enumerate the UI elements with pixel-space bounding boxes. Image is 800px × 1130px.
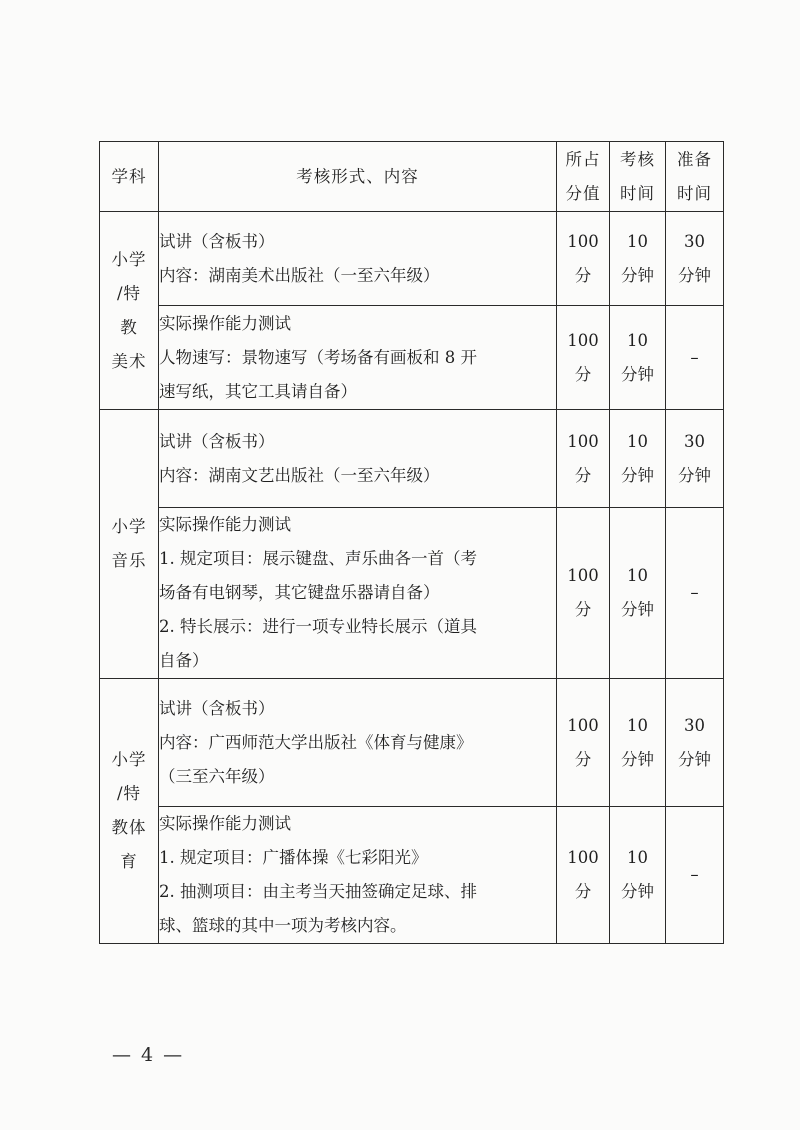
header-exam-time [610, 142, 666, 212]
prep-time-unit: 分钟 [678, 749, 711, 769]
prep-time-cell [666, 679, 724, 807]
content-line: 自备） [159, 651, 209, 670]
header-exam-time-line: 考核 [620, 149, 655, 169]
subject-cell-pe [100, 679, 159, 944]
subject-line: 小学 [111, 517, 147, 536]
table-row [100, 212, 724, 306]
exam-time-cell [610, 410, 666, 508]
prep-time-cell [666, 508, 724, 679]
content-line: 2. 特长展示：进行一项专业特长展示（道具 [159, 617, 477, 636]
subject-line: /特 [116, 784, 142, 803]
prep-time-dash: – [690, 865, 699, 884]
content-line: 1. 规定项目：广播体操《七彩阳光》 [159, 848, 428, 867]
exam-table [99, 141, 724, 944]
page-number: — 4 — [112, 1044, 185, 1066]
content-line: （三至六年级） [159, 766, 275, 786]
content-line: 实际操作能力测试 [159, 313, 291, 333]
content-line: 球、篮球的其中一项为考核内容。 [159, 916, 407, 935]
table-row [100, 410, 724, 508]
exam-time-unit: 分钟 [621, 465, 654, 485]
content-cell [159, 306, 557, 410]
exam-time-unit: 分钟 [621, 882, 654, 901]
score-cell [557, 410, 610, 508]
header-prep-time [666, 142, 724, 212]
exam-time-unit: 分钟 [621, 600, 654, 619]
prep-time-value: 30 [684, 431, 705, 451]
table-row [100, 306, 724, 410]
content-line: 试讲（含板书） [159, 231, 275, 251]
score-unit: 分 [574, 465, 592, 485]
exam-time-value: 10 [627, 848, 648, 867]
score-value: 100 [567, 431, 599, 451]
score-cell [557, 807, 610, 944]
subject-line: 教 [120, 317, 138, 337]
content-line: 场备有电钢琴，其它键盘乐器请自备） [159, 583, 440, 602]
prep-time-dash: – [690, 347, 699, 367]
exam-time-value: 10 [627, 566, 648, 585]
exam-time-cell [610, 508, 666, 679]
exam-time-value: 10 [627, 330, 648, 350]
content-line: 内容：广西师范大学出版社《体育与健康》 [159, 732, 473, 752]
subject-line: 小学 [111, 750, 147, 769]
content-line: 速写纸，其它工具请自备） [159, 381, 357, 401]
subject-line: 音乐 [111, 551, 147, 570]
score-cell [557, 679, 610, 807]
content-line: 内容：湖南文艺出版社（一至六年级） [159, 465, 440, 485]
score-unit: 分 [574, 882, 592, 901]
exam-time-cell [610, 306, 666, 410]
prep-time-cell [666, 410, 724, 508]
exam-time-unit: 分钟 [621, 265, 654, 285]
subject-line: 育 [120, 852, 138, 871]
content-cell [159, 508, 557, 679]
content-line: 内容：湖南美术出版社（一至六年级） [159, 265, 440, 285]
exam-time-unit: 分钟 [621, 749, 654, 769]
content-line: 实际操作能力测试 [159, 515, 291, 534]
score-cell [557, 508, 610, 679]
score-value: 100 [567, 330, 599, 350]
subject-line: 美术 [111, 351, 147, 371]
header-score-line: 所占 [565, 149, 601, 169]
header-exam-time-line: 时间 [620, 183, 655, 203]
score-value: 100 [567, 848, 599, 867]
score-unit: 分 [574, 364, 592, 384]
prep-time-value: 30 [684, 715, 705, 735]
prep-time-unit: 分钟 [678, 465, 711, 485]
score-unit: 分 [574, 265, 592, 285]
subject-line: /特 [116, 283, 142, 303]
exam-time-cell [610, 807, 666, 944]
score-value: 100 [567, 715, 599, 735]
score-unit: 分 [574, 600, 592, 619]
content-line: 2. 抽测项目：由主考当天抽签确定足球、排 [159, 882, 477, 901]
table-row [100, 807, 724, 944]
content-cell [159, 410, 557, 508]
table-row [100, 508, 724, 679]
prep-time-value: 30 [684, 231, 705, 251]
exam-time-value: 10 [627, 715, 648, 735]
subject-cell-music [100, 410, 159, 679]
header-content: 考核形式、内容 [159, 142, 557, 212]
score-value: 100 [567, 566, 599, 585]
prep-time-cell [666, 212, 724, 306]
header-score [557, 142, 610, 212]
content-line: 人物速写：景物速写（考场备有画板和 8 开 [159, 347, 477, 367]
exam-time-cell [610, 212, 666, 306]
exam-time-value: 10 [627, 431, 648, 451]
header-score-line: 分值 [565, 183, 601, 203]
prep-time-cell [666, 306, 724, 410]
exam-time-cell [610, 679, 666, 807]
content-line: 试讲（含板书） [159, 431, 275, 451]
subject-cell-art [100, 212, 159, 410]
score-unit: 分 [574, 749, 592, 769]
header-subject: 学科 [100, 142, 159, 212]
prep-time-cell [666, 807, 724, 944]
content-line: 实际操作能力测试 [159, 814, 291, 833]
subject-line: 教体 [111, 818, 147, 837]
score-value: 100 [567, 231, 599, 251]
exam-time-value: 10 [627, 231, 648, 251]
prep-time-unit: 分钟 [678, 265, 711, 285]
table-row [100, 679, 724, 807]
header-prep-time-line: 时间 [677, 183, 712, 203]
prep-time-dash: – [690, 583, 699, 602]
header-row [100, 142, 724, 212]
score-cell [557, 212, 610, 306]
content-line: 试讲（含板书） [159, 698, 275, 718]
score-cell [557, 306, 610, 410]
content-cell [159, 212, 557, 306]
content-cell [159, 807, 557, 944]
content-cell [159, 679, 557, 807]
subject-line: 小学 [111, 249, 147, 269]
exam-time-unit: 分钟 [621, 364, 654, 384]
content-line: 1. 规定项目：展示键盘、声乐曲各一首（考 [159, 549, 477, 568]
header-prep-time-line: 准备 [677, 149, 712, 169]
